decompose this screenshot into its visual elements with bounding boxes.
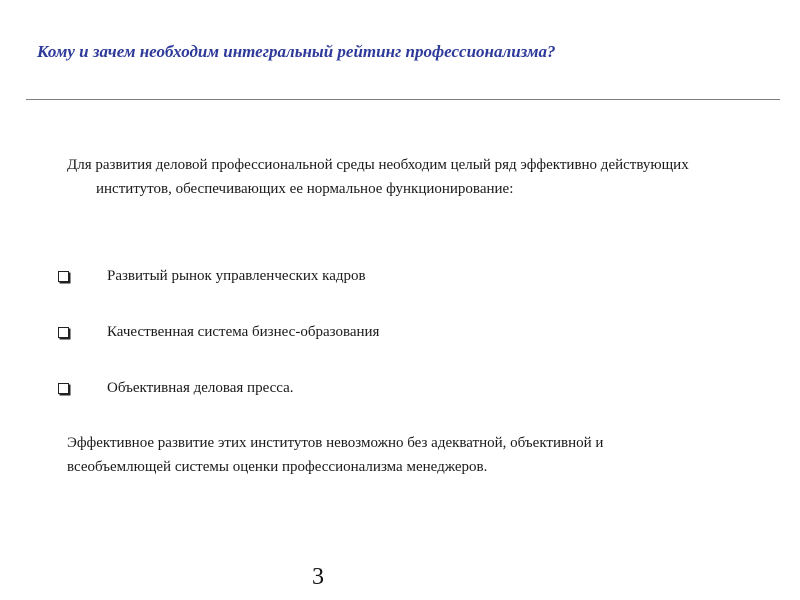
list-item: [58, 376, 379, 400]
intro-paragraph: Для развития деловой профессиональной среды необходим целый ряд эффективно действующих институтов, обеспечивающих ее нормальное функционирование:: [67, 157, 689, 197]
checkbox-bullet-icon: [58, 271, 69, 282]
page-number: 3: [312, 564, 324, 590]
bullet-label: Качественная система бизнес-образования: [107, 323, 380, 340]
list-item: [58, 320, 379, 344]
checkbox-bullet-icon: [58, 327, 69, 338]
title-divider: [26, 99, 780, 100]
bullet-label: Развитый рынок управленческих кадров: [107, 267, 366, 284]
slide-title: Кому и зачем необходим интегральный рейтинг профессионализма?: [37, 42, 556, 61]
list-item: [58, 264, 379, 288]
checkbox-bullet-icon: [58, 383, 69, 394]
conclusion-paragraph: Эффективное развитие этих институтов невозможно без адекватной, объективной и всеобъемлющей системы оценки профессионализма менеджеров.: [67, 435, 604, 475]
bullet-list: [58, 264, 379, 432]
bullet-label: Объективная деловая пресса.: [107, 379, 294, 396]
